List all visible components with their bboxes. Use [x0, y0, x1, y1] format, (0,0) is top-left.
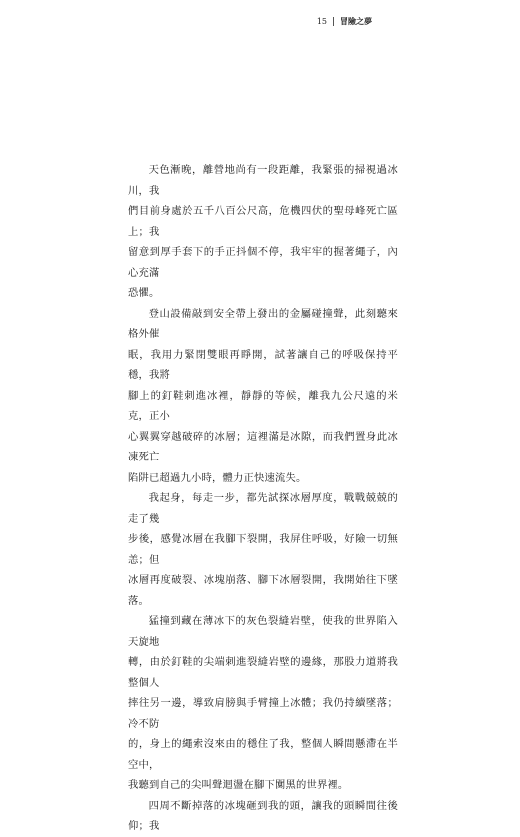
paragraph-5: 四周不斷掉落的冰塊砸到我的頭，讓我的頭瞬間往後仰；我: [128, 799, 398, 832]
paragraph-1: 天色漸晚，離營地尚有一段距離，我緊張的掃視過冰川，我 們目前身處於五千八百公尺高，危機四伏的聖母峰死亡區上；我 留意到厚手套下的手正抖個不停，我牢牢的握著繩子，內心充滿 恐懼。: [128, 164, 398, 299]
header-divider: [333, 17, 334, 26]
running-header: [317, 16, 372, 27]
page-number: 15: [316, 17, 327, 26]
body-text: [128, 160, 398, 837]
section-title: 冒險之夢: [340, 17, 372, 26]
paragraph-3: 我起身，每走一步，都先試探冰層厚度，戰戰兢兢的走了幾 步後，感覺冰層在我腳下裂開，我屏住呼吸，好險一切無恙；但 冰層再度破裂、冰塊崩落、腳下冰層裂開，我開始往下墜落。: [128, 492, 398, 607]
paragraph-4: 猛撞到藏在薄冰下的灰色裂縫岩壁，使我的世界陷入天旋地 轉，由於釘鞋的尖端刺進裂縫岩壁的邊緣，那股力道將我整個人 摔往另一邊，導致肩膀與手臂撞上冰體；我仍持續墜落；冷不防 的，身上的繩索沒來由的穩住了我，整個人瞬間懸滯在半空中， 我聽到自己的尖叫聲迴盪在腳下闃黑的世界裡。: [128, 615, 398, 791]
paragraph-2: 登山設備敲到安全帶上發出的金屬碰撞聲，此刻聽來格外催 眠，我用力緊閉雙眼再睜開，試著讓自己的呼吸保持平穩，我將 腳上的釘鞋刺進冰裡，靜靜的等候，離我九公尺遠的米克，正小 心翼翼穿越破碎的冰層；這裡滿是冰隙，而我們置身此冰凍死亡 陷阱已超過九小時，體力正快速流失。: [128, 307, 398, 484]
